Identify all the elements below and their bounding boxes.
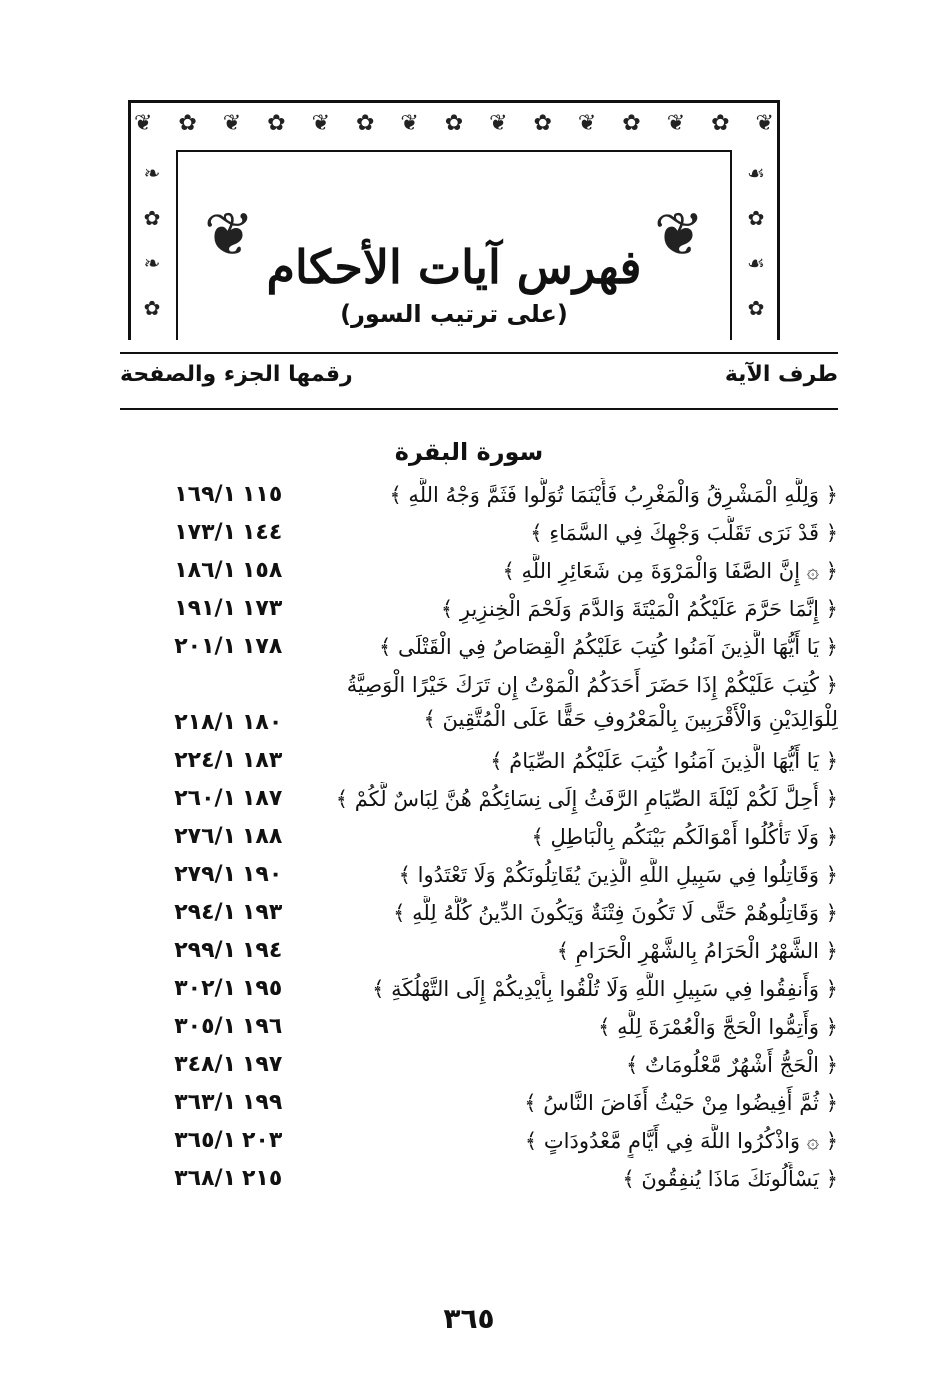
page-title: فهرس آيات الأحكام [266, 240, 642, 294]
ayah-number: ١٨٧ [242, 786, 283, 811]
column-header-number: رقمها الجزء والصفحة [120, 362, 353, 387]
verse-text: ﴿ إِنَّمَا حَرَّمَ عَلَيْكُمُ الْمَيْتَةَ وَالدَّمَ وَلَحْمَ الْخِنزِيرِ ﴾ [440, 597, 838, 621]
ornament-icon: ❦ [134, 110, 153, 136]
ornament-icon: ✿ [747, 295, 765, 320]
verse-text: ﴿ وَأَنفِقُوا فِي سَبِيلِ اللَّهِ وَلَا تُلْقُوا بِأَيْدِيكُمْ إِلَى التَّهْلُكَةِ ﴾ [372, 977, 838, 1001]
verse-text: ﴿ الْحَجُّ أَشْهُرٌ مَّعْلُومَاتٌ ﴾ [626, 1053, 838, 1077]
verse-text: ﴿ ۞ إِنَّ الصَّفَا وَالْمَرْوَةَ مِن شَعَائِرِ اللَّهِ ﴾ [502, 559, 838, 583]
volume-page: ٣٦٨/١ [174, 1166, 236, 1191]
verse-index-list [120, 474, 838, 1196]
ornament-icon: ❦ [311, 110, 330, 136]
ayah-number: ٢٠٣ [242, 1128, 283, 1153]
ayah-number: ١٩٥ [242, 976, 283, 1001]
ornament-icon: ✿ [143, 205, 161, 230]
ayah-number: ٢١٥ [242, 1166, 283, 1191]
volume-page: ١٦٩/١ [174, 482, 236, 507]
ayah-number: ١٧٣ [242, 596, 283, 621]
volume-page: ٢١٨/١ [174, 710, 236, 735]
header-rule-top [120, 352, 838, 354]
verse-text: ﴿ كُتِبَ عَلَيْكُمْ إِذَا حَضَرَ أَحَدَكُمُ الْمَوْتُ إِن تَرَكَ خَيْرًا الْوَصِيَّةُ لِلْوَالِدَيْنِ وَالْأَقْرَبِينَ بِالْمَعْرُوفِ حَقًّا عَلَى الْمُتَّقِينَ ﴾ [346, 673, 838, 731]
ornament-icon: ❦ [577, 110, 597, 136]
ornament-icon: ❦ [666, 110, 686, 136]
list-item [120, 1044, 838, 1082]
ornament-icon: ❦ [222, 110, 242, 136]
verse-text: ﴿ ثُمَّ أَفِيضُوا مِنْ حَيْثُ أَفَاضَ النَّاسُ ﴾ [524, 1091, 838, 1115]
volume-page: ٢٠١/١ [174, 634, 236, 659]
ornament-icon: ☙ [747, 160, 765, 185]
surah-heading: سورة البقرة [394, 438, 544, 466]
ayah-number: ١٨٠ [242, 710, 283, 735]
ornament-icon: ✿ [444, 110, 464, 136]
verse-text: ﴿ يَسْأَلُونَكَ مَاذَا يُنفِقُونَ ﴾ [622, 1167, 838, 1191]
list-item [120, 892, 838, 930]
verse-text: ﴿ وَلَا تَأْكُلُوا أَمْوَالَكُم بَيْنَكُم بِالْبَاطِلِ ﴾ [531, 825, 838, 849]
list-item [120, 968, 838, 1006]
ornament-icon: ✿ [178, 110, 197, 136]
volume-page: ٢٧٦/١ [174, 824, 236, 849]
volume-page: ٢٢٤/١ [174, 748, 236, 773]
ayah-number: ١٩٣ [242, 900, 283, 925]
ayah-number: ١٩٤ [242, 938, 283, 963]
ayah-number: ١٧٨ [242, 634, 283, 659]
volume-page: ١٧٣/١ [174, 520, 236, 545]
ornament-icon: ✿ [622, 110, 641, 136]
ayah-number: ١٩٦ [242, 1014, 283, 1039]
list-item [120, 1006, 838, 1044]
verse-text: ﴿ وَقَاتِلُوا فِي سَبِيلِ اللَّهِ الَّذِينَ يُقَاتِلُونَكُمْ وَلَا تَعْتَدُوا ﴾ [398, 863, 838, 887]
verse-text: ﴿ يَا أَيُّهَا الَّذِينَ آمَنُوا كُتِبَ عَلَيْكُمُ الصِّيَامُ ﴾ [490, 749, 838, 773]
ayah-number: ١٨٨ [242, 824, 283, 849]
page-number: ٣٦٥ [443, 1302, 495, 1335]
page-subtitle: (على ترتيب السور) [340, 300, 568, 328]
volume-page: ٣٦٣/١ [174, 1090, 236, 1115]
list-item [120, 1120, 838, 1158]
list-item [120, 1082, 838, 1120]
ayah-number: ١٤٤ [242, 520, 283, 545]
verse-text: ﴿ أُحِلَّ لَكُمْ لَيْلَةَ الصِّيَامِ الرَّفَثُ إِلَى نِسَائِكُمْ هُنَّ لِبَاسٌ لَّكُمْ ﴾ [335, 787, 838, 811]
ornament-icon: ❧ [143, 250, 161, 275]
list-item [120, 474, 838, 512]
list-item [120, 1158, 838, 1196]
ornament-row [134, 103, 774, 143]
ayah-number: ١١٥ [242, 482, 283, 507]
ornament-icon: ❦ [400, 110, 419, 136]
list-item [120, 740, 838, 778]
header-rule-bottom [120, 408, 838, 410]
corner-flourish-left-icon: ❦ [203, 200, 255, 270]
verse-text: ﴿ يَا أَيُّهَا الَّذِينَ آمَنُوا كُتِبَ عَلَيْكُمُ الْقِصَاصُ فِي الْقَتْلَى ﴾ [379, 635, 838, 659]
ayah-number: ١٩٧ [242, 1052, 283, 1077]
verse-text: ﴿ وَقَاتِلُوهُمْ حَتَّى لَا تَكُونَ فِتْنَةٌ وَيَكُونَ الدِّينُ كُلُّهُ لِلَّهِ ﴾ [393, 901, 838, 925]
list-item [120, 854, 838, 892]
list-item [120, 512, 838, 550]
list-item [120, 626, 838, 664]
verse-text: ﴿ وَأَتِمُّوا الْحَجَّ وَالْعُمْرَةَ لِلَّهِ ﴾ [598, 1015, 838, 1039]
ayah-number: ١٩٠ [242, 862, 283, 887]
ornament-icon: ❦ [489, 110, 508, 136]
ornament-icon: ✿ [143, 295, 161, 320]
ornament-icon: ❧ [143, 160, 161, 185]
ornament-icon: ✿ [355, 110, 375, 136]
volume-page: ٣٠٢/١ [174, 976, 236, 1001]
column-header-verse: طرف الآية [724, 362, 838, 387]
ayah-number: ١٨٣ [242, 748, 283, 773]
ayah-number: ١٩٩ [242, 1090, 283, 1115]
list-item [120, 816, 838, 854]
volume-page: ١٨٦/١ [174, 558, 236, 583]
volume-page: ١٩١/١ [174, 596, 236, 621]
verse-text: ﴿ قَدْ نَرَى تَقَلُّبَ وَجْهِكَ فِي السَّمَاءِ ﴾ [530, 521, 838, 545]
ornament-icon: ✿ [267, 110, 286, 136]
volume-page: ٢٦٠/١ [174, 786, 236, 811]
ornament-icon: ✿ [533, 110, 552, 136]
volume-page: ٣٦٥/١ [174, 1128, 236, 1153]
verse-text: ﴿ ۞ وَاذْكُرُوا اللَّهَ فِي أَيَّامٍ مَّعْدُودَاتٍ ﴾ [524, 1129, 838, 1153]
ornament-column-left [132, 150, 172, 330]
list-item [120, 664, 838, 740]
volume-page: ٢٩٩/١ [174, 938, 236, 963]
ornament-icon: ❦ [755, 110, 774, 136]
volume-page: ٢٩٤/١ [174, 900, 236, 925]
list-item [120, 588, 838, 626]
verse-text: ﴿ وَلِلَّهِ الْمَشْرِقُ وَالْمَغْرِبُ فَأَيْنَمَا تُوَلُّوا فَثَمَّ وَجْهُ اللَّهِ ﴾ [389, 483, 838, 507]
list-item [120, 930, 838, 968]
volume-page: ٣٠٥/١ [174, 1014, 236, 1039]
volume-page: ٣٤٨/١ [174, 1052, 236, 1077]
ornament-icon: ☙ [747, 250, 765, 275]
list-item [120, 778, 838, 816]
corner-flourish-right-icon: ❦ [653, 200, 705, 270]
ayah-number: ١٥٨ [242, 558, 283, 583]
ornament-icon: ✿ [747, 205, 765, 230]
ornament-icon: ✿ [711, 110, 730, 136]
verse-text: ﴿ الشَّهْرُ الْحَرَامُ بِالشَّهْرِ الْحَرَامِ ﴾ [556, 939, 838, 963]
ornament-column-right [736, 150, 776, 330]
volume-page: ٢٧٩/١ [174, 862, 236, 887]
list-item [120, 550, 838, 588]
